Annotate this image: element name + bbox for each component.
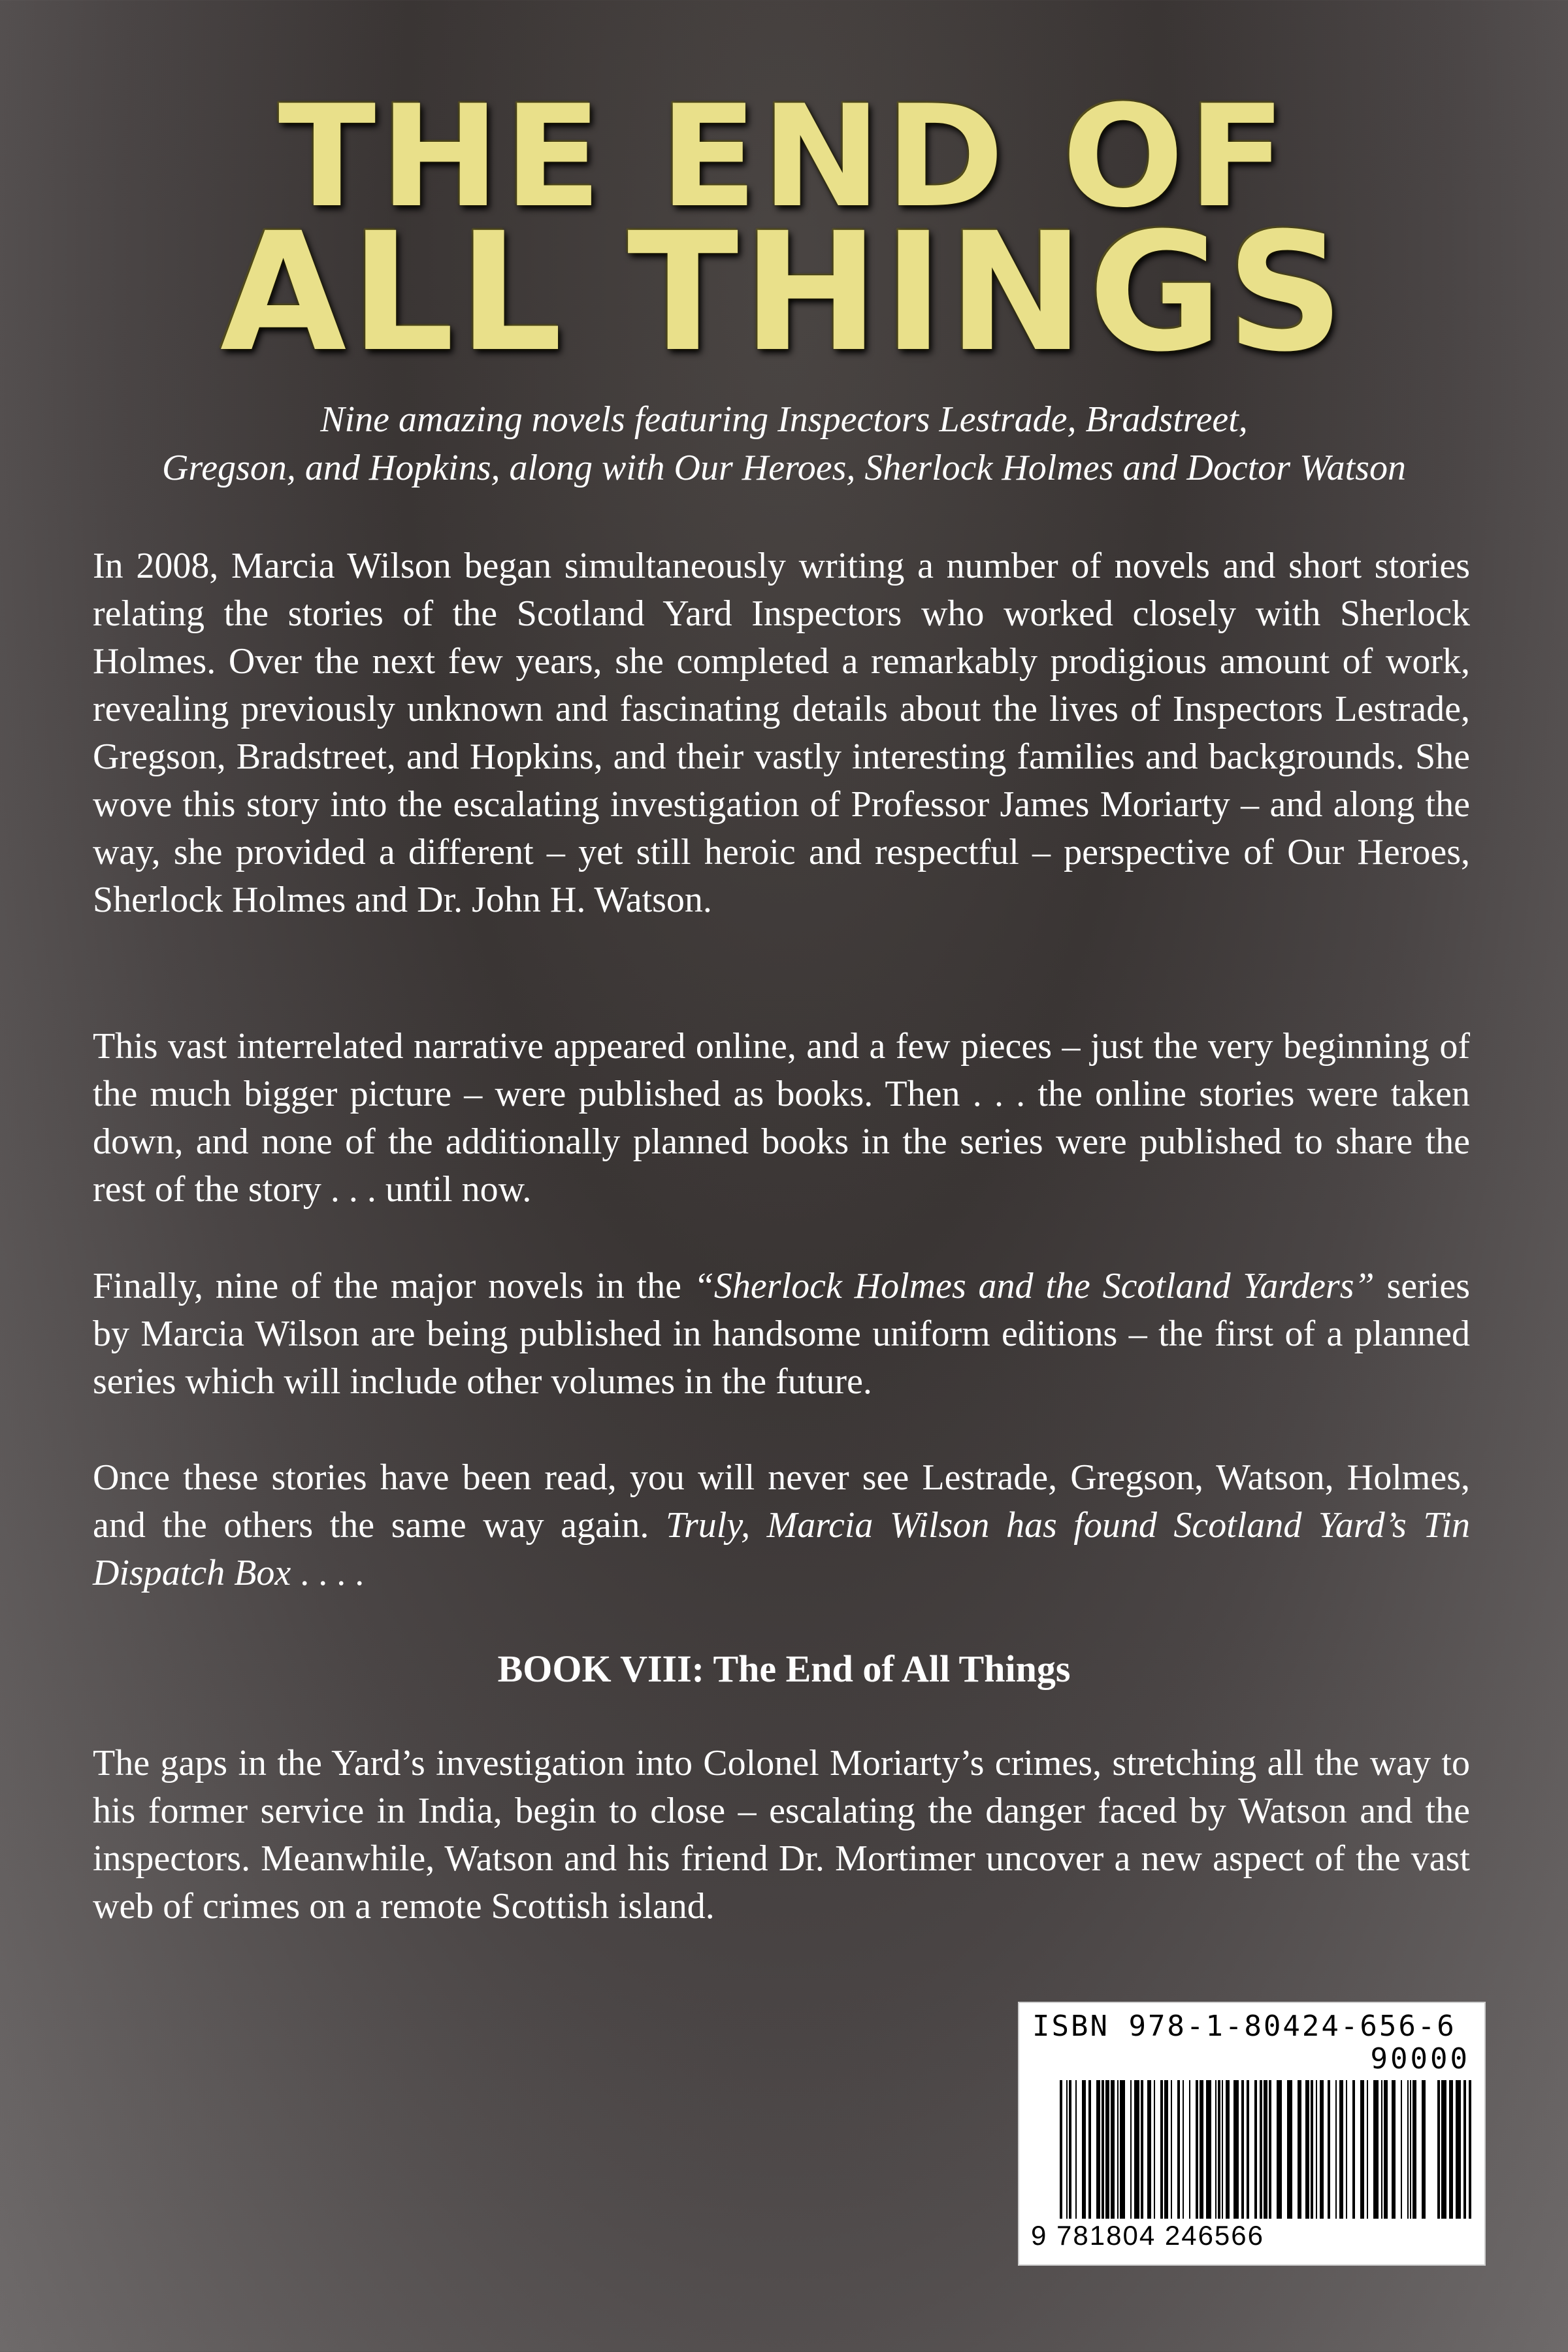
barcode-bar xyxy=(1305,2080,1309,2219)
barcode-bar xyxy=(1141,2080,1143,2219)
barcode-bar xyxy=(1226,2080,1230,2219)
barcode-bar xyxy=(1096,2080,1100,2219)
barcode-bar xyxy=(1260,2080,1262,2219)
barcode-bar xyxy=(1189,2080,1190,2219)
series-title: “Sherlock Holmes and the Scotland Yarders” xyxy=(693,1266,1375,1306)
barcode-bar xyxy=(1120,2080,1125,2219)
barcode-bar xyxy=(1407,2080,1409,2219)
barcode-bar xyxy=(1352,2080,1355,2219)
barcode-bar xyxy=(1160,2080,1163,2219)
barcode-bar xyxy=(1171,2080,1172,2219)
barcode-bar xyxy=(1311,2080,1313,2219)
barcode-bar xyxy=(1134,2080,1139,2219)
barcode-bar xyxy=(1066,2080,1068,2219)
barcode-bar xyxy=(1287,2080,1292,2219)
tagline-line-2: Gregson, and Hopkins, along with Our Heroes, Sherlock Holmes and Doctor Watson xyxy=(162,448,1406,488)
barcode-bar xyxy=(1254,2080,1257,2219)
barcode-bar xyxy=(1449,2080,1453,2219)
tagline-line-1: Nine amazing novels featuring Inspectors Lestrade, Bradstreet, xyxy=(320,399,1248,440)
ean-digits: 9 781804 246566 xyxy=(1031,2220,1264,2251)
barcode-bar xyxy=(1422,2080,1426,2219)
blurb-paragraph-3 xyxy=(93,1263,1470,1406)
barcode-bar xyxy=(1367,2080,1368,2219)
barcode-bar xyxy=(1233,2080,1239,2219)
barcode-bar xyxy=(1069,2080,1071,2219)
barcode-bar xyxy=(1269,2080,1271,2219)
barcode-bar xyxy=(1102,2080,1104,2219)
barcode-bar xyxy=(1130,2080,1132,2219)
barcode-bar xyxy=(1088,2080,1091,2219)
barcode-bar xyxy=(1147,2080,1151,2219)
barcode-bar xyxy=(1392,2080,1396,2219)
blurb-paragraph-5: The gaps in the Yard’s investigation into Colonel Moriarty’s crimes, stretching all the way to his former service in India, begin to close – escalating the danger faced by Watson and the inspectors. Meanwhile, Watson and his friend Dr. Mortimer uncover a new aspect of the vast web of crimes on a remote Scottish island. xyxy=(93,1743,1470,1927)
barcode-bar xyxy=(1384,2080,1388,2219)
barcode-bar xyxy=(1469,2080,1471,2219)
blurb-paragraph-2: This vast interrelated narrative appeared online, and a few pieces – just the very beginning of the much bigger picture – were published as books. Then . . . the online stories were taken down, and none of the additionally planned books in the series were published to share the rest of the story . . . until now. xyxy=(93,1026,1470,1210)
barcode-bar xyxy=(1247,2080,1249,2219)
p4-start: Once these stories have been read, you will never see Lestrade, Gregson, Watson, Holmes, and the others the same way again. xyxy=(93,1457,1470,1546)
barcode-bar xyxy=(1463,2080,1466,2219)
barcode-bar xyxy=(1381,2080,1382,2219)
barcode-bar xyxy=(1183,2080,1184,2219)
p3-end: series by Marcia Wilson are being published in handsome uniform editions – the first of a planned series which will include other volumes in the future. xyxy=(93,1266,1470,1402)
p3-start: Finally, nine of the major novels in the xyxy=(93,1266,694,1306)
barcode-bar xyxy=(1264,2080,1267,2219)
barcode-bar xyxy=(1456,2080,1461,2219)
barcode-bar xyxy=(1218,2080,1220,2219)
barcode-bar xyxy=(1437,2080,1440,2219)
book-heading: BOOK VIII: The End of All Things xyxy=(497,1648,1071,1690)
barcode-bar xyxy=(1316,2080,1317,2219)
p4-end: . . . . xyxy=(291,1553,365,1593)
barcode-bar xyxy=(1241,2080,1244,2219)
barcode-bar xyxy=(1215,2080,1217,2219)
barcode-bar xyxy=(1200,2080,1203,2219)
barcode-bar xyxy=(1206,2080,1211,2219)
barcode-bar xyxy=(1177,2080,1180,2219)
barcode-bar xyxy=(1401,2080,1402,2219)
title-line-1: THE END OF xyxy=(278,75,1290,239)
title-line-2: ALL THINGS xyxy=(220,197,1348,388)
p4-italic: Truly, Marcia Wilson has found Scotland Yard’s Tin Dispatch Box xyxy=(93,1505,1471,1593)
barcode-bar xyxy=(1410,2080,1411,2219)
blurb-paragraph-4 xyxy=(93,1454,1470,1597)
isbn-label: ISBN 978-1-80424-656-6 xyxy=(1032,2010,1456,2043)
barcode-bar xyxy=(1441,2080,1446,2219)
barcode-bar xyxy=(1320,2080,1324,2219)
barcode-bar xyxy=(1360,2080,1364,2219)
barcode-bar xyxy=(1277,2080,1282,2219)
barcode-bar xyxy=(1105,2080,1109,2219)
addon-barcode-bars xyxy=(1437,2080,1471,2219)
barcode-bar xyxy=(1339,2080,1343,2219)
barcode-bar xyxy=(1060,2080,1062,2219)
barcode-bar xyxy=(1298,2080,1301,2219)
blurb-paragraph-1: In 2008, Marcia Wilson began simultaneously writing a number of novels and short stories relating the stories of the Scotland Yard Inspectors who worked closely with Sherlock Holmes. Over the next few years, she completed a remarkably prodigious amount of work, revealing previously unknown and fascinating details about the lives of Inspectors Lestrade, Gregson, Bradstreet, and Hopkins, and their vastly interesting families and backgrounds. She wove this story into the escalating investigation of Professor James Moriarty – and along the way, she provided a different – yet still heroic and respectful – perspective of Our Heroes, Sherlock Holmes and Dr. John H. Watson. xyxy=(93,546,1470,920)
tagline xyxy=(78,395,1490,492)
barcode-bar xyxy=(1413,2080,1416,2219)
barcode-bar xyxy=(1082,2080,1086,2219)
barcode-bar xyxy=(1196,2080,1198,2219)
barcode-bar xyxy=(1111,2080,1115,2219)
barcode-bar xyxy=(1075,2080,1077,2219)
barcode-bar xyxy=(1346,2080,1347,2219)
isbn-barcode xyxy=(1018,2002,1486,2266)
barcode-bar xyxy=(1328,2080,1330,2219)
barcode-bar xyxy=(1164,2080,1168,2219)
price-code: 90000 xyxy=(1370,2042,1470,2076)
barcode-bar xyxy=(1154,2080,1155,2219)
ean-barcode-bars xyxy=(1060,2080,1426,2219)
barcode-bar xyxy=(1335,2080,1337,2219)
barcode-bar xyxy=(1117,2080,1119,2219)
barcode-bar xyxy=(1373,2080,1379,2219)
barcode-bar xyxy=(1222,2080,1223,2219)
